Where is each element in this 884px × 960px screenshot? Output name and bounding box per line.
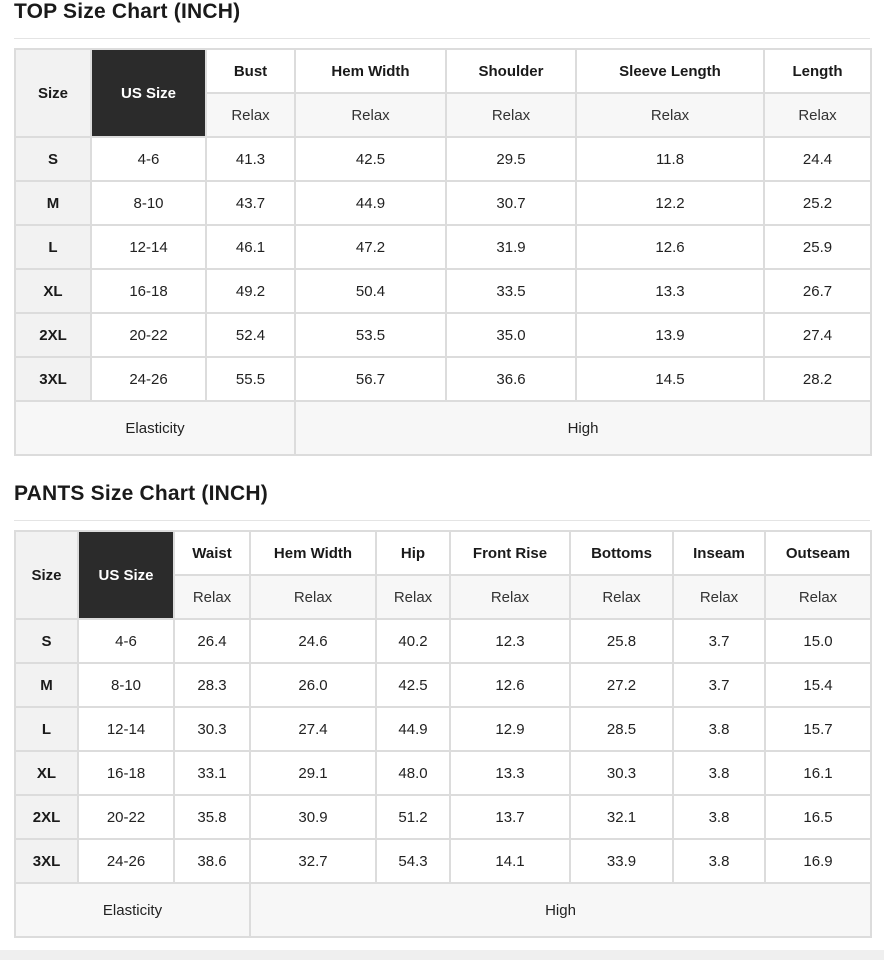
value-cell: 52.4 [206, 313, 295, 357]
value-cell: 29.5 [446, 137, 576, 181]
column-header: Outseam [765, 531, 871, 575]
elasticity-value: High [250, 883, 871, 937]
us-size-cell: 16-18 [91, 269, 206, 313]
value-cell: 27.2 [570, 663, 673, 707]
size-header: Size [15, 49, 91, 137]
fit-subheader: Relax [576, 93, 764, 137]
value-cell: 43.7 [206, 181, 295, 225]
us-size-cell: 12-14 [91, 225, 206, 269]
value-cell: 56.7 [295, 357, 446, 401]
size-cell: 2XL [15, 313, 91, 357]
value-cell: 32.1 [570, 795, 673, 839]
size-cell: S [15, 137, 91, 181]
value-cell: 16.1 [765, 751, 871, 795]
us-size-cell: 4-6 [78, 619, 174, 663]
top-header-row [15, 49, 871, 93]
value-cell: 12.2 [576, 181, 764, 225]
value-cell: 30.7 [446, 181, 576, 225]
column-header: Shoulder [446, 49, 576, 93]
us-size-header: US Size [78, 531, 174, 619]
value-cell: 42.5 [295, 137, 446, 181]
value-cell: 33.5 [446, 269, 576, 313]
elasticity-label: Elasticity [15, 401, 295, 455]
value-cell: 15.0 [765, 619, 871, 663]
value-cell: 33.1 [174, 751, 250, 795]
column-header: Bust [206, 49, 295, 93]
elasticity-row [15, 401, 871, 455]
column-header: Inseam [673, 531, 765, 575]
fit-subheader: Relax [174, 575, 250, 619]
us-size-cell: 12-14 [78, 707, 174, 751]
value-cell: 40.2 [376, 619, 450, 663]
table-row [15, 181, 871, 225]
value-cell: 30.3 [174, 707, 250, 751]
us-size-cell: 8-10 [78, 663, 174, 707]
value-cell: 28.5 [570, 707, 673, 751]
table-row [15, 619, 871, 663]
column-header: Front Rise [450, 531, 570, 575]
value-cell: 12.6 [450, 663, 570, 707]
value-cell: 49.2 [206, 269, 295, 313]
us-size-cell: 20-22 [91, 313, 206, 357]
us-size-cell: 16-18 [78, 751, 174, 795]
value-cell: 46.1 [206, 225, 295, 269]
table-row [15, 225, 871, 269]
pants-title-divider [14, 520, 870, 521]
value-cell: 3.8 [673, 751, 765, 795]
value-cell: 28.3 [174, 663, 250, 707]
value-cell: 29.1 [250, 751, 376, 795]
elasticity-label: Elasticity [15, 883, 250, 937]
column-header: Hem Width [295, 49, 446, 93]
size-cell: 3XL [15, 357, 91, 401]
value-cell: 26.0 [250, 663, 376, 707]
table-row [15, 751, 871, 795]
us-size-cell: 24-26 [78, 839, 174, 883]
table-row [15, 839, 871, 883]
fit-subheader: Relax [446, 93, 576, 137]
value-cell: 13.7 [450, 795, 570, 839]
size-cell: L [15, 707, 78, 751]
value-cell: 44.9 [376, 707, 450, 751]
size-header: Size [15, 531, 78, 619]
fit-subheader: Relax [765, 575, 871, 619]
column-header: Length [764, 49, 871, 93]
value-cell: 30.3 [570, 751, 673, 795]
size-cell: 2XL [15, 795, 78, 839]
value-cell: 12.9 [450, 707, 570, 751]
size-cell: M [15, 181, 91, 225]
fit-subheader: Relax [673, 575, 765, 619]
value-cell: 28.2 [764, 357, 871, 401]
value-cell: 33.9 [570, 839, 673, 883]
column-header: Sleeve Length [576, 49, 764, 93]
fit-subheader: Relax [376, 575, 450, 619]
value-cell: 32.7 [250, 839, 376, 883]
fit-subheader: Relax [450, 575, 570, 619]
value-cell: 13.3 [450, 751, 570, 795]
pants-header-row [15, 531, 871, 575]
value-cell: 12.3 [450, 619, 570, 663]
fit-subheader: Relax [295, 93, 446, 137]
column-header: Hem Width [250, 531, 376, 575]
size-cell: M [15, 663, 78, 707]
value-cell: 15.7 [765, 707, 871, 751]
fit-subheader: Relax [570, 575, 673, 619]
column-header: Bottoms [570, 531, 673, 575]
us-size-cell: 20-22 [78, 795, 174, 839]
value-cell: 13.3 [576, 269, 764, 313]
fit-subheader: Relax [206, 93, 295, 137]
value-cell: 31.9 [446, 225, 576, 269]
value-cell: 25.9 [764, 225, 871, 269]
value-cell: 26.7 [764, 269, 871, 313]
top-title-divider [14, 38, 870, 39]
fit-subheader: Relax [250, 575, 376, 619]
value-cell: 24.4 [764, 137, 871, 181]
value-cell: 41.3 [206, 137, 295, 181]
table-row [15, 357, 871, 401]
value-cell: 3.8 [673, 839, 765, 883]
value-cell: 14.5 [576, 357, 764, 401]
value-cell: 55.5 [206, 357, 295, 401]
value-cell: 35.8 [174, 795, 250, 839]
value-cell: 27.4 [250, 707, 376, 751]
value-cell: 13.9 [576, 313, 764, 357]
value-cell: 16.9 [765, 839, 871, 883]
value-cell: 36.6 [446, 357, 576, 401]
column-header: Waist [174, 531, 250, 575]
value-cell: 35.0 [446, 313, 576, 357]
us-size-cell: 24-26 [91, 357, 206, 401]
table-row [15, 137, 871, 181]
table-row [15, 795, 871, 839]
value-cell: 11.8 [576, 137, 764, 181]
value-cell: 3.7 [673, 663, 765, 707]
value-cell: 14.1 [450, 839, 570, 883]
value-cell: 12.6 [576, 225, 764, 269]
value-cell: 16.5 [765, 795, 871, 839]
pants-chart-title: PANTS Size Chart (INCH) [14, 482, 268, 505]
value-cell: 48.0 [376, 751, 450, 795]
page-bottom-edge [0, 950, 884, 960]
value-cell: 50.4 [295, 269, 446, 313]
top-size-table [14, 48, 872, 456]
size-cell: XL [15, 269, 91, 313]
value-cell: 26.4 [174, 619, 250, 663]
value-cell: 3.7 [673, 619, 765, 663]
us-size-header: US Size [91, 49, 206, 137]
value-cell: 42.5 [376, 663, 450, 707]
elasticity-row [15, 883, 871, 937]
value-cell: 3.8 [673, 707, 765, 751]
value-cell: 25.8 [570, 619, 673, 663]
size-cell: L [15, 225, 91, 269]
table-row [15, 707, 871, 751]
pants-size-table [14, 530, 872, 938]
value-cell: 44.9 [295, 181, 446, 225]
value-cell: 47.2 [295, 225, 446, 269]
value-cell: 51.2 [376, 795, 450, 839]
us-size-cell: 8-10 [91, 181, 206, 225]
value-cell: 3.8 [673, 795, 765, 839]
fit-subheader: Relax [764, 93, 871, 137]
column-header: Hip [376, 531, 450, 575]
value-cell: 53.5 [295, 313, 446, 357]
size-cell: XL [15, 751, 78, 795]
value-cell: 25.2 [764, 181, 871, 225]
value-cell: 30.9 [250, 795, 376, 839]
table-row [15, 663, 871, 707]
value-cell: 24.6 [250, 619, 376, 663]
value-cell: 38.6 [174, 839, 250, 883]
table-row [15, 313, 871, 357]
value-cell: 27.4 [764, 313, 871, 357]
size-cell: S [15, 619, 78, 663]
us-size-cell: 4-6 [91, 137, 206, 181]
value-cell: 15.4 [765, 663, 871, 707]
elasticity-value: High [295, 401, 871, 455]
table-row [15, 269, 871, 313]
top-chart-title: TOP Size Chart (INCH) [14, 0, 241, 23]
size-cell: 3XL [15, 839, 78, 883]
value-cell: 54.3 [376, 839, 450, 883]
